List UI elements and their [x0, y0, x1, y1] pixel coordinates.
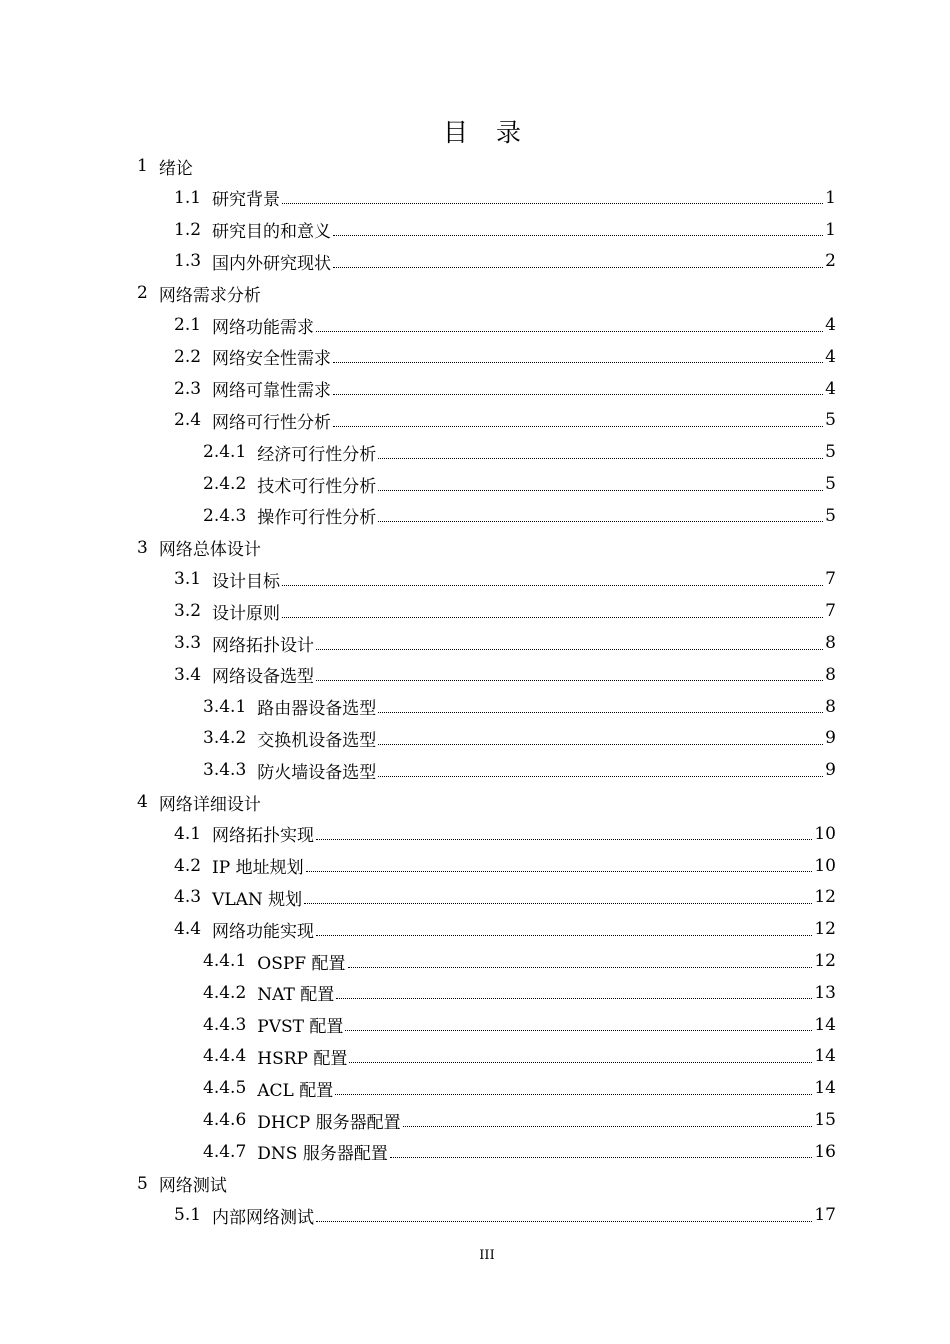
toc-entry-number: 3.3: [174, 633, 202, 653]
toc-entry-title: ACL 配置: [257, 1080, 334, 1101]
toc-entry[interactable]: [174, 309, 836, 341]
toc-entry[interactable]: [174, 373, 836, 405]
toc-entry-title: 国内外研究现状: [212, 253, 332, 274]
toc-entry-page: 10: [814, 855, 836, 876]
toc-entry-title: 操作可行性分析: [257, 508, 377, 529]
toc-entry-number: 1: [137, 156, 148, 176]
toc-entry-title: 网络拓扑实现: [212, 826, 315, 847]
toc-entry-page: 10: [814, 823, 836, 844]
toc-entry-number: 4.4.7: [203, 1141, 247, 1162]
toc-entry[interactable]: [137, 150, 437, 182]
toc-entry-page: 5: [825, 505, 836, 526]
toc-entry-page: 15: [814, 1110, 836, 1130]
toc-dot-leader: [378, 490, 823, 491]
toc-entry[interactable]: [174, 245, 836, 277]
toc-dot-leader: [349, 1062, 812, 1063]
toc-entry-title: 防火墙设备选型: [257, 762, 377, 783]
toc-entry-number: 4.4.4: [203, 1046, 247, 1067]
toc-dot-leader: [390, 1157, 813, 1158]
toc-entry-title: 网络功能需求: [212, 317, 315, 338]
toc-entry-number: 4.4.6: [203, 1110, 247, 1130]
toc-entry-number: 4.3: [174, 887, 202, 908]
toc-entry-title: 网络安全性需求: [212, 349, 332, 370]
toc-entry-number: 4.4.2: [203, 982, 247, 1003]
toc-entry[interactable]: [174, 182, 836, 214]
toc-entry[interactable]: [174, 341, 836, 373]
toc-entry[interactable]: [203, 691, 836, 723]
toc-entry[interactable]: [203, 500, 836, 532]
toc-entry-title: 网络拓扑设计: [212, 635, 315, 656]
toc-entry[interactable]: [203, 945, 836, 977]
toc-entry[interactable]: [174, 563, 836, 595]
toc-dot-leader: [403, 1126, 813, 1127]
toc-entry-number: 3.4.1: [203, 696, 247, 717]
toc-entry-title: 内部网络测试: [212, 1207, 315, 1228]
toc-entry[interactable]: [174, 913, 836, 945]
toc-entry[interactable]: [203, 468, 836, 500]
toc-entry-title: 研究背景: [212, 190, 281, 211]
toc-entry[interactable]: [137, 786, 437, 818]
toc-entry-page: 16: [814, 1141, 836, 1162]
toc-entry-number: 2: [137, 283, 148, 304]
toc-entry-number: 2.4: [174, 410, 202, 431]
page-number-footer: III: [479, 1248, 495, 1263]
toc-entry-page: 14: [814, 1046, 836, 1067]
toc-entry-number: 2.4.1: [203, 442, 247, 463]
toc-entry[interactable]: [203, 1040, 836, 1072]
toc-entry-page: 7: [825, 601, 836, 622]
toc-entry-page: 5: [825, 442, 836, 463]
toc-dot-leader: [316, 680, 823, 681]
toc-entry-page: 1: [825, 219, 836, 240]
toc-entry-title: 交换机设备选型: [257, 730, 377, 751]
toc-entry-number: 4.4: [174, 919, 202, 940]
toc-entry-page: 12: [814, 887, 836, 908]
toc-entry-page: 12: [814, 919, 836, 940]
toc-title: 目 录: [443, 118, 531, 147]
toc-entry[interactable]: [203, 1104, 836, 1136]
toc-entry-number: 4: [137, 792, 148, 812]
toc-entry-title: 设计原则: [212, 603, 281, 624]
toc-entry-page: 14: [814, 1014, 836, 1035]
toc-entry-number: 2.4.2: [203, 474, 247, 494]
toc-entry-page: 4: [825, 378, 836, 399]
toc-entry-number: 2.1: [174, 315, 202, 335]
toc-entry-page: 12: [814, 951, 836, 971]
toc-entry[interactable]: [203, 1072, 836, 1104]
toc-entry-title: 网络可靠性需求: [212, 381, 332, 402]
toc-entry[interactable]: [203, 722, 836, 754]
toc-dot-leader: [306, 871, 813, 872]
toc-dot-leader: [333, 394, 823, 395]
toc-dot-leader: [333, 267, 823, 268]
toc-entry-page: 2: [825, 251, 836, 272]
toc-entry[interactable]: [174, 214, 836, 246]
toc-entry-page: 9: [825, 728, 836, 749]
toc-dot-leader: [333, 426, 823, 427]
toc-entry[interactable]: [174, 1199, 836, 1231]
toc-dot-leader: [335, 1094, 812, 1095]
toc-entry-title: NAT 配置: [257, 985, 335, 1006]
toc-entry-title: 网络总体设计: [158, 540, 261, 561]
toc-dot-leader: [282, 585, 823, 586]
toc-dot-leader: [316, 1221, 812, 1222]
toc-entry[interactable]: [203, 754, 836, 786]
toc-entry-number: 3: [137, 537, 148, 558]
toc-entry-page: 5: [825, 474, 836, 494]
toc-entry-number: 5: [137, 1173, 148, 1194]
toc-dot-leader: [316, 935, 812, 936]
toc-entry-page: 14: [814, 1078, 836, 1099]
toc-entry-title: OSPF 配置: [257, 953, 346, 974]
toc-entry[interactable]: [203, 1009, 836, 1041]
toc-entry-page: 1: [825, 187, 836, 208]
toc-dot-leader: [378, 458, 823, 459]
toc-entry-page: 17: [814, 1205, 836, 1226]
toc-entry-title: DHCP 服务器配置: [257, 1112, 401, 1133]
toc-entry-number: 4.1: [174, 823, 202, 844]
toc-entry-page: 9: [825, 760, 836, 781]
toc-dot-leader: [316, 649, 823, 650]
toc-entry-page: 8: [825, 696, 836, 717]
toc-entry-title: 研究目的和意义: [212, 222, 332, 243]
toc-entry-page: 4: [825, 346, 836, 367]
toc-entry-number: 3.1: [174, 569, 202, 590]
toc-entry-number: 4.4.3: [203, 1014, 247, 1035]
toc-entry[interactable]: [137, 1168, 437, 1200]
toc-dot-leader: [378, 744, 823, 745]
toc-entry[interactable]: [174, 404, 836, 436]
toc-dot-leader: [333, 362, 823, 363]
toc-dot-leader: [336, 998, 812, 999]
toc-dot-leader: [304, 903, 812, 904]
toc-dot-leader: [282, 203, 823, 204]
toc-dot-leader: [316, 331, 823, 332]
toc-entry-page: 8: [825, 664, 836, 685]
toc-dot-leader: [333, 235, 823, 236]
toc-entry-number: 3.4: [174, 664, 202, 685]
toc-entry[interactable]: [174, 881, 836, 913]
toc-entry-title: 网络设备选型: [212, 667, 315, 688]
toc-entry-title: IP 地址规划: [212, 858, 304, 879]
toc-entry-number: 5.1: [174, 1205, 202, 1226]
toc-entry-number: 4.2: [174, 855, 202, 876]
toc-entry-number: 3.2: [174, 601, 202, 622]
toc-entry[interactable]: [174, 659, 836, 691]
toc-entry-title: 网络详细设计: [158, 794, 261, 815]
toc-entry[interactable]: [174, 595, 836, 627]
toc-entry[interactable]: [174, 850, 836, 882]
toc-entry-title: DNS 服务器配置: [257, 1144, 388, 1165]
toc-entry-title: 网络测试: [158, 1176, 227, 1197]
toc-entry-number: 3.4.3: [203, 760, 247, 781]
toc-entry-page: 7: [825, 569, 836, 590]
toc-entry-title: 网络功能实现: [212, 921, 315, 942]
toc-entry-number: 2.3: [174, 378, 202, 399]
toc-entry-page: 4: [825, 315, 836, 335]
toc-entry[interactable]: [137, 277, 437, 309]
toc-entry-number: 1.2: [174, 219, 202, 240]
toc-dot-leader: [348, 967, 813, 968]
toc-entry[interactable]: [203, 1136, 836, 1168]
toc-dot-leader: [378, 521, 823, 522]
toc-entry-number: 2.2: [174, 346, 202, 367]
toc-dot-leader: [316, 839, 812, 840]
toc-entry-page: 5: [825, 410, 836, 431]
toc-entry-title: PVST 配置: [257, 1017, 344, 1038]
toc-entry-number: 1.1: [174, 187, 202, 208]
toc-entry-number: 2.4.3: [203, 505, 247, 526]
toc-entry-title: 技术可行性分析: [257, 476, 377, 497]
toc-entry[interactable]: [174, 627, 836, 659]
toc-entry-number: 3.4.2: [203, 728, 247, 749]
toc-entry[interactable]: [203, 436, 836, 468]
toc-entry-page: 13: [814, 982, 836, 1003]
toc-entry-title: 路由器设备选型: [257, 699, 377, 720]
toc-entry-number: 4.4.5: [203, 1078, 247, 1099]
toc-dot-leader: [282, 617, 823, 618]
toc-entry-title: 设计目标: [212, 571, 281, 592]
toc-entry[interactable]: [174, 818, 836, 850]
toc-entry[interactable]: [137, 532, 437, 564]
toc-entry-title: 网络可行性分析: [212, 412, 332, 433]
toc-dot-leader: [378, 712, 823, 713]
toc-dot-leader: [378, 776, 823, 777]
toc-entry-page: 8: [825, 633, 836, 653]
toc-entry-number: 4.4.1: [203, 951, 247, 971]
toc-entry-title: HSRP 配置: [257, 1048, 348, 1069]
toc-entry-number: 1.3: [174, 251, 202, 272]
toc-entry-title: 网络需求分析: [158, 285, 261, 306]
toc-entry-title: 绪论: [158, 158, 193, 179]
toc-entry-title: 经济可行性分析: [257, 444, 377, 465]
toc-entry-title: VLAN 规划: [212, 889, 303, 910]
toc-entry[interactable]: [203, 977, 836, 1009]
toc-dot-leader: [345, 1030, 812, 1031]
